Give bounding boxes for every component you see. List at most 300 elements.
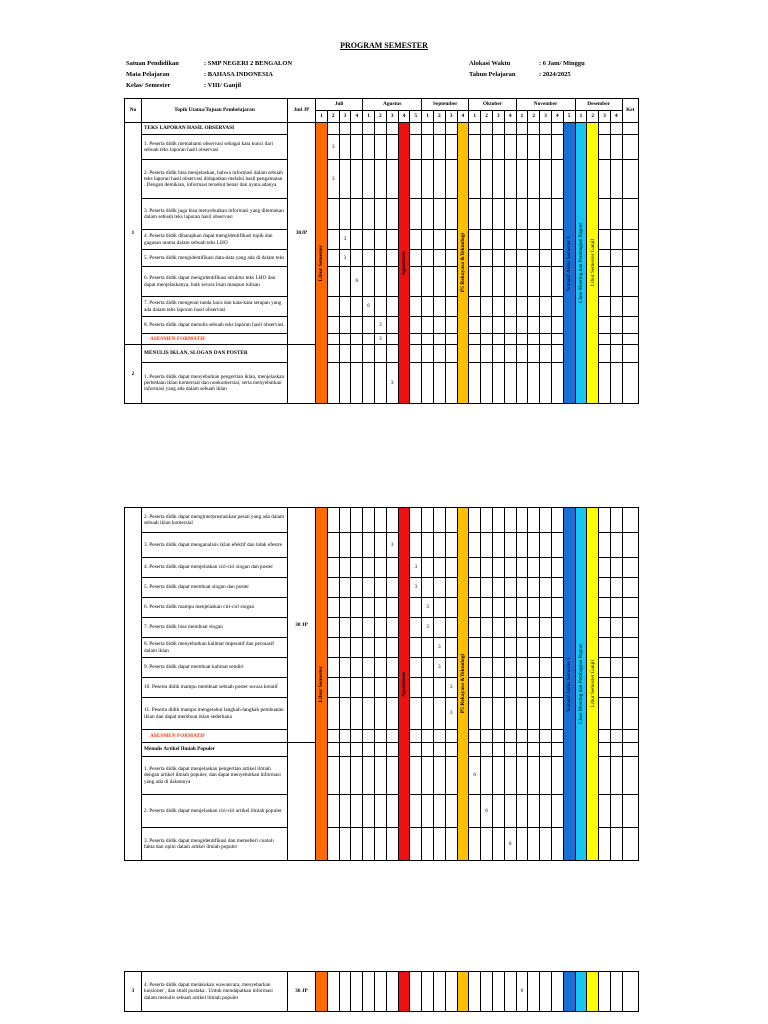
week-cell <box>528 199 540 230</box>
week-cell <box>610 658 622 678</box>
week-cell <box>504 678 516 698</box>
table-row <box>125 618 639 638</box>
week-cell <box>469 558 481 578</box>
week-cell: 3 <box>410 558 422 578</box>
section-title: MENULIS IKLAN, SLOGAN DAN POSTER <box>142 345 288 363</box>
week-cell <box>374 638 386 658</box>
week-cell <box>374 598 386 618</box>
week-cell <box>504 757 516 795</box>
week-cell <box>327 638 339 658</box>
week-cell <box>492 123 504 135</box>
section-title: TEKS LAPORAN HASIL OBSERVASI <box>142 123 288 135</box>
header-ket: Ket <box>622 99 638 123</box>
jp-cell: 30JP <box>288 123 316 345</box>
week-cell <box>492 730 504 743</box>
week-cell <box>469 160 481 199</box>
week-cell <box>516 297 528 317</box>
week-cell <box>599 250 611 267</box>
week-cell <box>528 678 540 698</box>
week-cell <box>351 508 363 533</box>
week-cell <box>551 297 563 317</box>
week-cell <box>374 345 386 363</box>
topic-cell: 1. Peserta didik dapat menjelaskan pengertian artikel ilmiah dengan artikel ilmiah populer, dan dapat menyebutkan informasi yang ada di dalamnya <box>142 757 288 795</box>
week-cell <box>422 828 434 861</box>
week-cell: 6 <box>504 828 516 861</box>
week-cell <box>528 598 540 618</box>
week-cell <box>540 199 552 230</box>
week-cell <box>422 160 434 199</box>
week-cell <box>610 250 622 267</box>
week-cell <box>433 160 445 199</box>
week-cell <box>504 250 516 267</box>
week-cell <box>422 230 434 250</box>
week-cell <box>445 317 457 334</box>
week-cell <box>540 363 552 404</box>
week-cell <box>351 698 363 730</box>
week-cell <box>363 160 375 199</box>
week-cell <box>599 578 611 598</box>
week-cell <box>422 267 434 297</box>
week-cell <box>445 123 457 135</box>
week-cell <box>469 578 481 598</box>
header-month: Desember <box>575 99 622 111</box>
week-cell <box>516 250 528 267</box>
week-cell <box>551 678 563 698</box>
week-cell <box>481 334 493 345</box>
week-cell: 3 <box>433 658 445 678</box>
week-cell <box>386 267 398 297</box>
week-cell <box>469 698 481 730</box>
header-month: Juli <box>316 99 363 111</box>
table-row <box>125 199 639 230</box>
week-cell <box>351 135 363 160</box>
week-cell <box>610 795 622 828</box>
table-row <box>125 678 639 698</box>
band-libur <box>316 508 328 861</box>
header-jp: Jml JP <box>288 99 316 123</box>
ket-cell <box>622 230 638 250</box>
week-cell <box>351 658 363 678</box>
week-cell <box>422 972 434 1012</box>
week-cell <box>433 558 445 578</box>
week-cell <box>492 743 504 757</box>
week-cell <box>492 578 504 598</box>
week-cell <box>481 743 493 757</box>
week-cell <box>492 250 504 267</box>
band-class_meeting <box>575 508 587 861</box>
band-libur_ganjil <box>587 508 599 861</box>
week-cell <box>327 199 339 230</box>
week-cell <box>339 795 351 828</box>
header-week: 3 <box>339 111 351 123</box>
week-cell <box>410 363 422 404</box>
week-cell <box>445 658 457 678</box>
week-cell <box>351 123 363 135</box>
week-cell <box>363 828 375 861</box>
week-cell <box>433 135 445 160</box>
week-cell <box>445 334 457 345</box>
week-cell <box>528 730 540 743</box>
week-cell <box>339 345 351 363</box>
header-month: November <box>516 99 575 111</box>
week-cell <box>433 972 445 1012</box>
week-cell <box>363 199 375 230</box>
week-cell <box>481 658 493 678</box>
topic-cell: 3. Peserta didik juga bisa menyebutkan informasi yang ditemukan dalam sebuah teks laporan hasil observasi <box>142 199 288 230</box>
meta-value: : BAHASA INDONESIA <box>204 71 273 78</box>
week-cell <box>410 795 422 828</box>
week-cell <box>363 743 375 757</box>
week-cell <box>422 123 434 135</box>
table-row <box>125 598 639 618</box>
week-cell <box>469 199 481 230</box>
week-cell <box>481 230 493 250</box>
week-cell <box>481 199 493 230</box>
week-cell <box>516 558 528 578</box>
week-cell <box>481 250 493 267</box>
table-row <box>125 135 639 160</box>
week-cell <box>481 363 493 404</box>
week-cell <box>327 345 339 363</box>
week-cell <box>410 743 422 757</box>
week-cell <box>386 558 398 578</box>
week-cell <box>610 558 622 578</box>
week-cell <box>422 334 434 345</box>
week-cell <box>445 743 457 757</box>
week-cell <box>327 317 339 334</box>
week-cell <box>516 345 528 363</box>
week-cell <box>386 230 398 250</box>
ket-cell <box>622 250 638 267</box>
week-cell <box>410 972 422 1012</box>
week-cell <box>610 730 622 743</box>
week-cell <box>410 250 422 267</box>
week-cell <box>351 618 363 638</box>
week-cell <box>327 658 339 678</box>
page-title: PROGRAM SEMESTER <box>340 41 428 50</box>
week-cell <box>481 508 493 533</box>
week-cell <box>363 558 375 578</box>
week-cell <box>386 123 398 135</box>
week-cell <box>445 730 457 743</box>
week-cell <box>410 757 422 795</box>
week-cell <box>351 757 363 795</box>
week-cell <box>551 558 563 578</box>
week-cell <box>528 135 540 160</box>
week-cell <box>374 363 386 404</box>
band-libur <box>316 972 328 1012</box>
week-cell <box>551 638 563 658</box>
ket-cell <box>622 558 638 578</box>
week-cell <box>504 598 516 618</box>
week-cell <box>433 598 445 618</box>
week-cell <box>528 297 540 317</box>
week-cell <box>528 757 540 795</box>
week-cell <box>469 743 481 757</box>
ket-cell <box>622 267 638 297</box>
week-cell <box>374 658 386 678</box>
week-cell <box>374 730 386 743</box>
week-cell <box>516 123 528 135</box>
week-cell <box>327 267 339 297</box>
week-cell <box>445 135 457 160</box>
week-cell: 3 <box>410 578 422 598</box>
semester-table-page2 <box>124 507 639 861</box>
topic-cell: 8. Peserta didik dapat menulis sebuah teks laporan hasil observasi. <box>142 317 288 334</box>
week-cell <box>481 267 493 297</box>
week-cell <box>516 135 528 160</box>
week-cell <box>374 972 386 1012</box>
table-row <box>125 795 639 828</box>
header-week: 2 <box>481 111 493 123</box>
week-cell <box>339 533 351 558</box>
week-cell <box>469 135 481 160</box>
week-cell <box>551 363 563 404</box>
week-cell <box>481 135 493 160</box>
week-cell <box>469 730 481 743</box>
week-cell <box>374 558 386 578</box>
week-cell <box>599 135 611 160</box>
week-cell <box>386 250 398 267</box>
week-cell <box>445 508 457 533</box>
week-cell <box>516 618 528 638</box>
week-cell <box>469 678 481 698</box>
week-cell <box>339 743 351 757</box>
week-cell <box>492 757 504 795</box>
header-month: Oktober <box>469 99 516 111</box>
week-cell <box>540 730 552 743</box>
week-cell <box>599 972 611 1012</box>
week-cell <box>445 199 457 230</box>
week-cell: 3 <box>386 363 398 404</box>
week-cell <box>363 638 375 658</box>
topic-cell: 8. Peserta didik menyebutkan kalimat imperatif dan persuasif dalam iklan <box>142 638 288 658</box>
week-cell <box>540 334 552 345</box>
week-cell <box>422 578 434 598</box>
week-cell <box>540 658 552 678</box>
week-cell <box>528 345 540 363</box>
week-cell <box>363 135 375 160</box>
week-cell <box>339 297 351 317</box>
ket-cell <box>622 743 638 757</box>
week-cell <box>410 160 422 199</box>
week-cell <box>481 757 493 795</box>
week-cell <box>422 508 434 533</box>
week-cell <box>504 230 516 250</box>
week-cell <box>327 743 339 757</box>
week-cell <box>410 618 422 638</box>
week-cell <box>410 678 422 698</box>
week-cell <box>516 638 528 658</box>
week-cell <box>445 795 457 828</box>
week-cell: 6 <box>351 267 363 297</box>
header-week: 1 <box>575 111 587 123</box>
topic-cell: 2. Peserta didik dapat menjelaskan ciri-ciri artikel ilmiah populer <box>142 795 288 828</box>
week-cell <box>528 250 540 267</box>
week-cell <box>540 795 552 828</box>
header-week: 3 <box>386 111 398 123</box>
header-week: 4 <box>551 111 563 123</box>
topic-cell: 4. Peserta didik dapat melakukan wawancara, menyebarkan kuisioner , dan studi pustaka . Untuk mendapatkan informasi dalam menulis sebuah artikel ilmiah populer <box>142 972 288 1012</box>
week-cell <box>374 578 386 598</box>
band-label: Sumatif Akhir Semester 1 <box>566 235 573 291</box>
week-cell <box>610 345 622 363</box>
table-row <box>125 730 639 743</box>
week-cell <box>492 345 504 363</box>
week-cell <box>433 578 445 598</box>
ket-cell <box>622 334 638 345</box>
week-cell <box>551 267 563 297</box>
week-cell <box>327 558 339 578</box>
ket-cell <box>622 123 638 135</box>
week-cell <box>327 508 339 533</box>
week-cell <box>551 828 563 861</box>
week-cell <box>327 230 339 250</box>
week-cell <box>551 730 563 743</box>
week-cell <box>599 363 611 404</box>
week-cell <box>551 698 563 730</box>
week-cell <box>386 730 398 743</box>
week-cell <box>504 334 516 345</box>
week-cell <box>528 638 540 658</box>
week-cell <box>351 533 363 558</box>
week-cell <box>327 678 339 698</box>
week-cell <box>433 698 445 730</box>
week-cell <box>610 578 622 598</box>
meta-key: Alokasi Waktu <box>469 60 511 67</box>
week-cell <box>551 160 563 199</box>
week-cell <box>551 317 563 334</box>
week-cell <box>433 743 445 757</box>
band-class_meeting <box>575 123 587 404</box>
week-cell <box>610 267 622 297</box>
week-cell <box>504 972 516 1012</box>
week-cell <box>492 199 504 230</box>
band-agustusan <box>398 972 410 1012</box>
week-cell <box>327 795 339 828</box>
week-cell <box>327 578 339 598</box>
week-cell <box>445 250 457 267</box>
week-cell <box>433 297 445 317</box>
meta-key: Satuan Pendidikan <box>126 60 179 67</box>
week-cell <box>386 135 398 160</box>
week-cell <box>363 698 375 730</box>
week-cell <box>516 267 528 297</box>
week-cell <box>386 757 398 795</box>
week-cell <box>422 757 434 795</box>
week-cell <box>610 618 622 638</box>
week-cell <box>504 730 516 743</box>
header-week: 4 <box>457 111 469 123</box>
week-cell <box>481 698 493 730</box>
table-row <box>125 160 639 199</box>
ket-cell <box>622 317 638 334</box>
week-cell: 3 <box>445 698 457 730</box>
week-cell <box>481 678 493 698</box>
header-no: No <box>125 99 142 123</box>
week-cell <box>504 160 516 199</box>
week-cell <box>528 334 540 345</box>
band-agustusan <box>398 123 410 404</box>
week-cell <box>374 297 386 317</box>
band-p5 <box>457 123 469 404</box>
week-cell <box>599 199 611 230</box>
week-cell <box>386 160 398 199</box>
week-cell <box>492 638 504 658</box>
header-month: September <box>422 99 469 111</box>
week-cell <box>504 123 516 135</box>
week-cell <box>363 345 375 363</box>
week-cell <box>481 618 493 638</box>
week-cell <box>422 135 434 160</box>
week-cell <box>422 743 434 757</box>
week-cell <box>363 598 375 618</box>
week-cell <box>386 638 398 658</box>
week-cell <box>610 598 622 618</box>
row-number: 2 <box>125 345 142 404</box>
week-cell <box>386 508 398 533</box>
row-number: 3 <box>125 972 142 1012</box>
week-cell <box>481 730 493 743</box>
week-cell <box>433 508 445 533</box>
week-cell <box>492 160 504 199</box>
week-cell <box>339 135 351 160</box>
week-cell <box>504 345 516 363</box>
week-cell <box>339 578 351 598</box>
week-cell <box>528 317 540 334</box>
row-number: 1 <box>125 123 142 345</box>
week-cell: 3 <box>327 135 339 160</box>
week-cell <box>445 828 457 861</box>
week-cell <box>504 267 516 297</box>
week-cell <box>339 123 351 135</box>
week-cell: 3 <box>327 160 339 199</box>
week-cell <box>422 250 434 267</box>
week-cell <box>374 250 386 267</box>
band-libur_ganjil <box>587 123 599 404</box>
topic-cell: 2. Peserta didik dapat menginterprestasikan pesan yang ada dalam sebuah iklan komersial <box>142 508 288 533</box>
week-cell <box>492 972 504 1012</box>
ket-cell <box>622 160 638 199</box>
week-cell: 3 <box>339 230 351 250</box>
week-cell <box>386 678 398 698</box>
ket-cell <box>622 638 638 658</box>
week-cell <box>492 658 504 678</box>
week-cell <box>363 230 375 250</box>
week-cell <box>492 795 504 828</box>
table-row <box>125 638 639 658</box>
week-cell <box>339 658 351 678</box>
week-cell <box>551 757 563 795</box>
header-week: 4 <box>610 111 622 123</box>
week-cell <box>481 558 493 578</box>
week-cell <box>339 267 351 297</box>
week-cell <box>492 533 504 558</box>
week-cell <box>351 598 363 618</box>
week-cell <box>386 317 398 334</box>
week-cell <box>327 972 339 1012</box>
band-label: Agustusan <box>400 250 407 276</box>
week-cell <box>551 199 563 230</box>
week-cell <box>469 363 481 404</box>
topic-cell: 10. Peserta didik mampu membuat sebuah poster secara kreatif <box>142 678 288 698</box>
header-month: Agustus <box>363 99 422 111</box>
week-cell <box>351 297 363 317</box>
week-cell <box>599 828 611 861</box>
week-cell <box>410 267 422 297</box>
week-cell <box>374 743 386 757</box>
table-row <box>125 508 639 533</box>
